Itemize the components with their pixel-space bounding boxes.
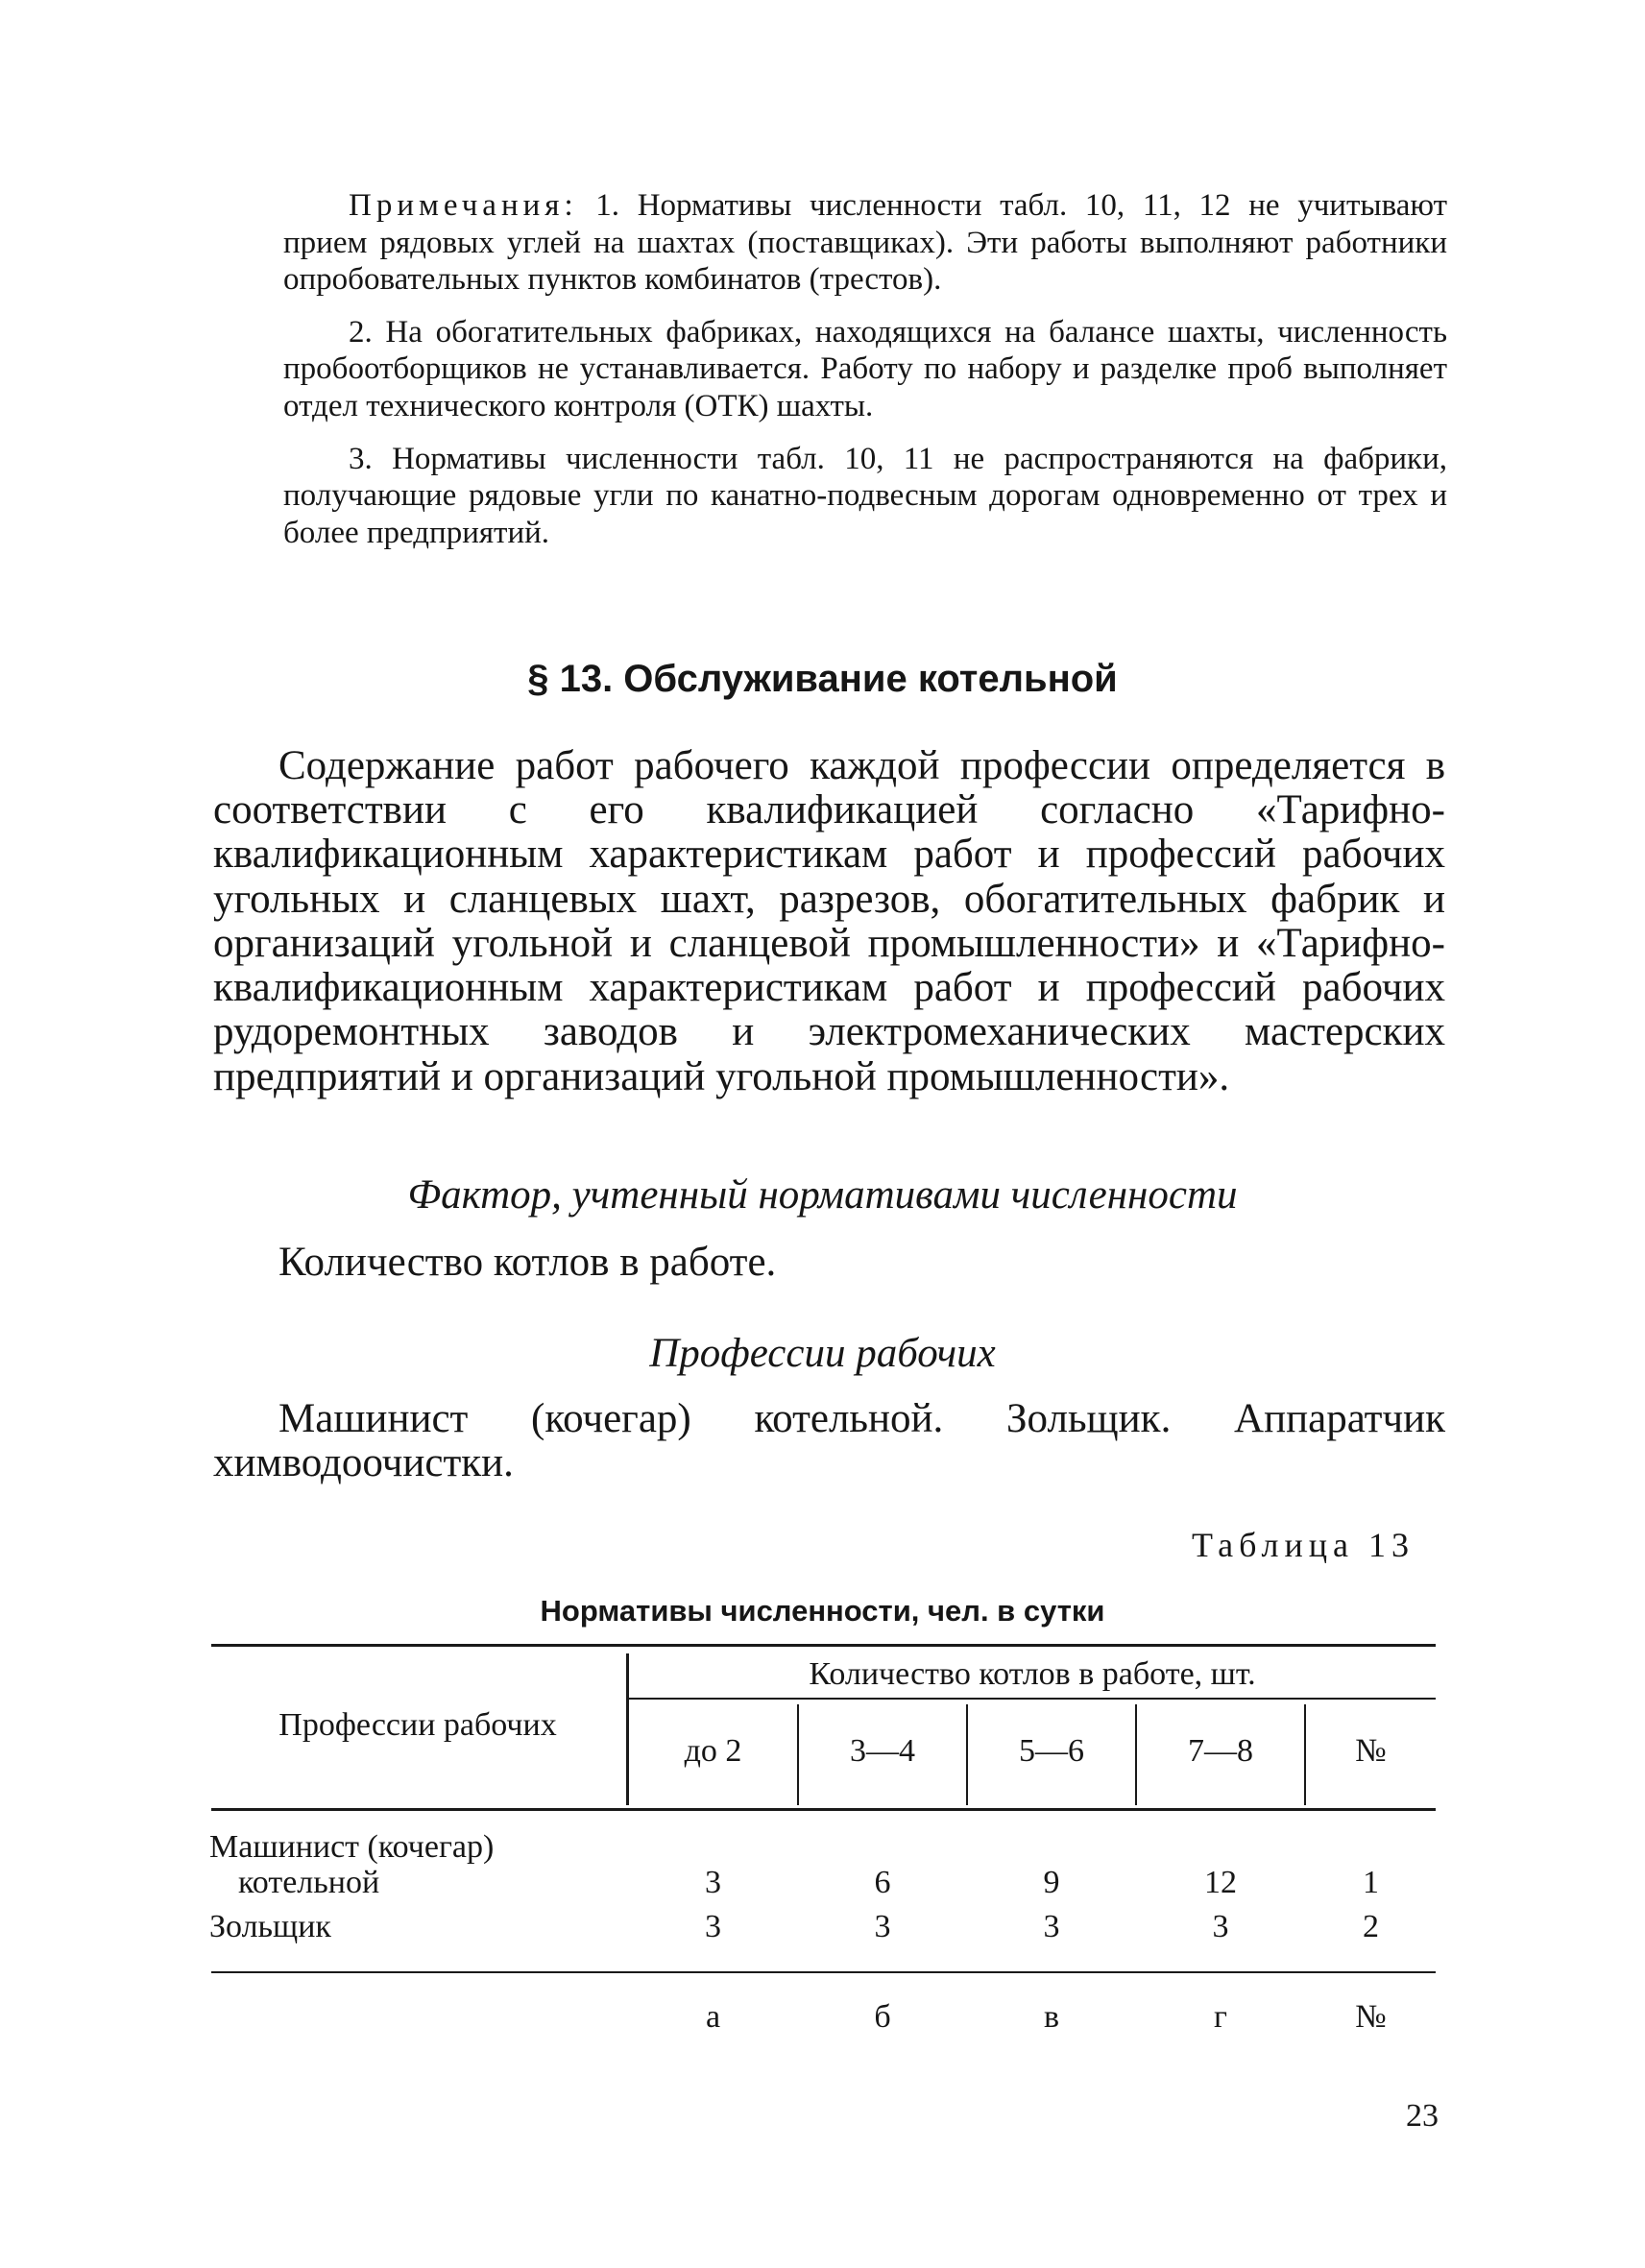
table-cell: 3 xyxy=(1212,1909,1229,1944)
table-cell: 12 xyxy=(1204,1865,1237,1900)
table-cell: 2 xyxy=(1363,1909,1379,1944)
note-3: 3. Нормативы численности табл. 10, 11 не распространяются на фабрики, получающие рядовые угли по канатно-подвесным дорогам одновременно от трех и более предприятий. xyxy=(283,441,1447,550)
professions-text: Машинист (кочегар) котельной. Зольщик. Аппаратчик химводоочистки. xyxy=(213,1396,1445,1486)
table-cell: 3 xyxy=(705,1909,721,1944)
table-cell: 3 xyxy=(705,1865,721,1900)
col-head-professions: Профессии рабочих xyxy=(278,1707,557,1743)
note-1-label: Примечания: xyxy=(349,188,578,223)
footer-cell: г xyxy=(1214,1999,1227,2035)
col-head: 7—8 xyxy=(1188,1733,1253,1769)
content-paragraph: Содержание работ рабочего каждой профессии определяется в соответствии с его квалификацией согласно «Тарифно-квалификационным характеристикам работ и профессий рабочих угольных и сланцевых шахт, разрезов, обогатительных фабрик и организаций угольной и сланцевой промышленности» и «Тарифно-квалификационным характеристикам работ и профессий рабочих рудоремонтных заводов и электромеханических мастерских предприятий и организаций угольной промышленности». xyxy=(213,743,1445,1099)
table-top-rule xyxy=(211,1644,1436,1647)
table-bottom-rule xyxy=(211,1971,1436,1973)
note-1-text: 1. Нормативы численности табл. 10, 11, 12 не учитывают прием рядовых углей на шахтах (поставщиках). Эти работы выполняют работники опробовательных пунктов комбинатов (трестов). xyxy=(283,188,1447,298)
table-header-rule xyxy=(211,1808,1436,1811)
footer-cell: а xyxy=(705,1999,721,2035)
table-cell: 6 xyxy=(874,1865,891,1900)
col-group-head: Количество котлов в работе, шт. xyxy=(809,1656,1256,1692)
factor-text: Количество котлов в работе. xyxy=(278,1240,777,1285)
note-2: 2. На обогатительных фабриках, находящихся на балансе шахты, численность пробоотборщиков не устанавливается. Работу по набору и разделке проб выполняет отдел технического контроля (ОТК) шахты. xyxy=(283,314,1447,424)
table-cell: 1 xyxy=(1363,1865,1379,1900)
factor-text-block xyxy=(213,1241,1445,1285)
note-1 xyxy=(283,187,1447,299)
row-label-line1: Зольщик xyxy=(209,1909,331,1944)
section-title: § 13. Обслуживание котельной xyxy=(527,658,1118,700)
footer-cell: № xyxy=(1355,1999,1387,2035)
col-head: 3—4 xyxy=(850,1733,915,1769)
table-caption: Таблица 13 xyxy=(1192,1526,1415,1564)
notes-block xyxy=(283,187,1447,567)
content-paragraph-block xyxy=(213,744,1445,1099)
col-head: 5—6 xyxy=(1019,1733,1084,1769)
professions-heading: Профессии рабочих xyxy=(649,1331,996,1376)
col-head: до 2 xyxy=(684,1733,742,1769)
table-cell: 9 xyxy=(1043,1865,1060,1900)
footer-cell: в xyxy=(1043,1999,1060,2035)
col-head: № xyxy=(1355,1733,1387,1769)
table-cell: 3 xyxy=(1043,1909,1060,1944)
table-title: Нормативы численности, чел. в сутки xyxy=(540,1594,1105,1628)
professions-text-block xyxy=(213,1397,1445,1485)
footer-cell: б xyxy=(874,1999,891,2035)
row-label-line2: котельной xyxy=(238,1865,380,1900)
row-label-line1: Машинист (кочегар) xyxy=(209,1829,495,1865)
factor-heading: Фактор, учтенный нормативами численности xyxy=(407,1172,1238,1218)
page-number: 23 xyxy=(1406,2098,1439,2134)
table-group-rule xyxy=(629,1698,1436,1700)
table-cell: 3 xyxy=(874,1909,891,1944)
